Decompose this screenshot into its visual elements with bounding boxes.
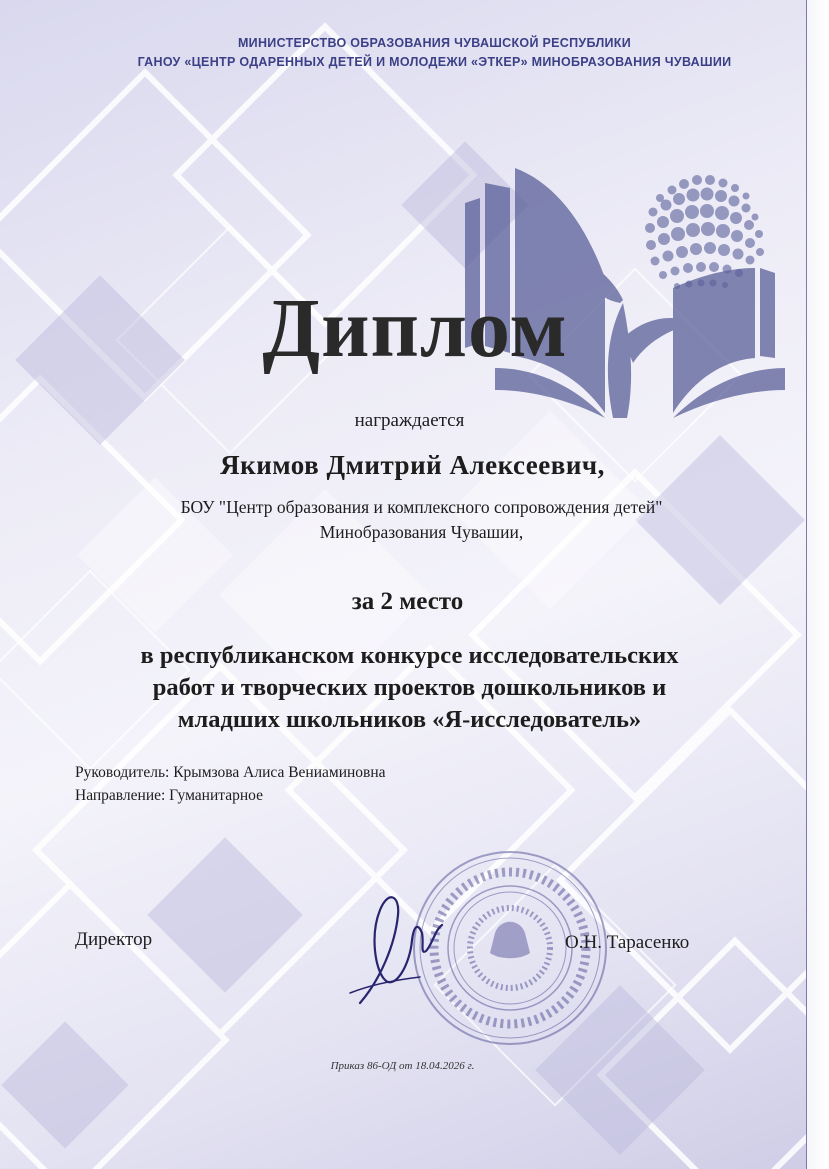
book-flower-emblem-icon bbox=[455, 128, 795, 428]
ministry-header: МИНИСТЕРСТВО ОБРАЗОВАНИЯ ЧУВАШСКОЙ РЕСПУБЛИКИ bbox=[237, 36, 632, 50]
place-award: за 2 место bbox=[351, 588, 464, 615]
director-name: О.Н. Тарасенко bbox=[565, 932, 690, 953]
recipient-name: Якимов Дмитрий Алексеевич, bbox=[220, 450, 605, 480]
order-reference: Приказ 86-ОД от 18.04.2026 г. bbox=[330, 1060, 475, 1072]
contest-line-3: младших школьников «Я-исследователь» bbox=[177, 706, 642, 733]
organization-line-2: Минобразования Чувашии, bbox=[319, 522, 524, 542]
center-header: ГАНОУ «ЦЕНТР ОДАРЕННЫХ ДЕТЕЙ И МОЛОДЕЖИ «ЭТКЕР» МИНОБРАЗОВАНИЯ ЧУВАШИИ bbox=[137, 55, 732, 69]
contest-line-2: работ и творческих проектов дошкольников и bbox=[152, 674, 667, 701]
supervisor-line: Руководитель: Крымзова Алиса Вениаминовна bbox=[75, 764, 386, 781]
contest-line-1: в республиканском конкурсе исследовательских bbox=[140, 642, 679, 669]
direction-line: Направление: Гуманитарное bbox=[75, 787, 263, 804]
director-signature-icon bbox=[340, 885, 450, 1010]
organization-line-1: БОУ "Центр образования и комплексного сопровождения детей" bbox=[180, 497, 663, 517]
awarded-text: награждается bbox=[354, 410, 465, 431]
diploma-title: Диплом bbox=[262, 282, 568, 375]
page-edge bbox=[807, 0, 829, 1169]
director-title: Директор bbox=[75, 929, 153, 950]
contest-description bbox=[0, 640, 824, 736]
